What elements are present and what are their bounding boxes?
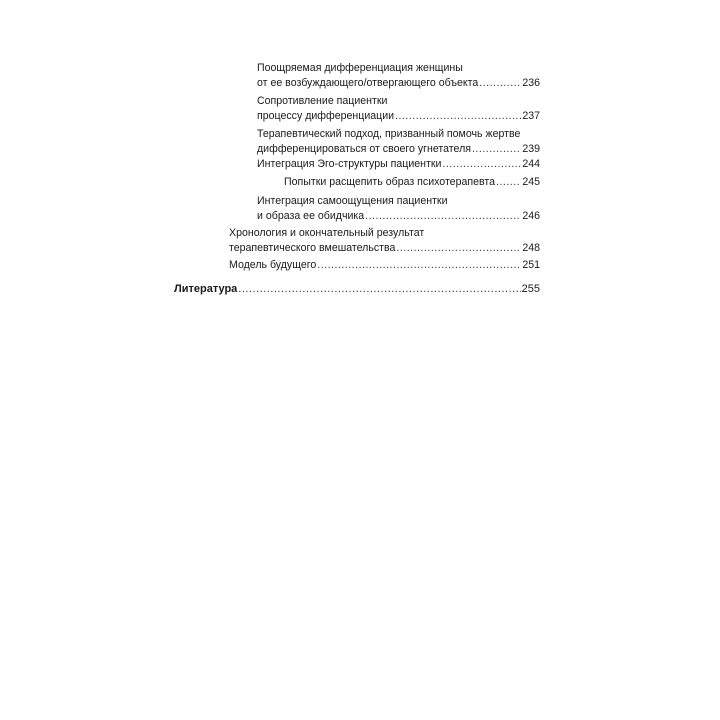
toc-entry-text: Хронология и окончательный результат [229, 227, 425, 239]
dot-leader [238, 282, 520, 297]
toc-entry-text: Литература [174, 283, 238, 295]
toc-entry-text: Терапевтический подход, призванный помочь жертве [257, 128, 521, 140]
toc-entry-literature [174, 282, 540, 297]
toc-entry [257, 61, 540, 91]
dot-leader [496, 175, 521, 190]
toc-page-number: 255 [521, 283, 540, 295]
toc-entry [257, 194, 540, 224]
toc-entry [229, 258, 540, 273]
toc-page-number: 245 [522, 176, 540, 188]
dot-leader [442, 157, 521, 172]
toc-entry [257, 127, 540, 157]
toc-entry-text: от ее возбуждающего/отвергающего объекта [257, 77, 479, 89]
toc-entry [284, 175, 540, 190]
toc-page-number: 246 [522, 210, 540, 222]
dot-leader [479, 76, 521, 91]
toc-entry-text: Попытки расщепить образ психотерапевта [284, 176, 496, 188]
toc-page-number: 244 [522, 158, 540, 170]
dot-leader [472, 142, 521, 157]
dot-leader [395, 109, 521, 124]
toc-entry-text: процессу дифференциации [257, 110, 395, 122]
toc-entry [257, 94, 540, 124]
toc-entry-text: и образа ее обидчика [257, 210, 365, 222]
toc-entry [257, 157, 540, 172]
toc-page-number: 248 [522, 242, 540, 254]
toc-entry-text: терапевтического вмешательства [229, 242, 396, 254]
toc-entry-text: Сопротивление пациентки [257, 95, 388, 107]
toc-entry-text: Интеграция Эго-структуры пациентки [257, 158, 442, 170]
toc-page-number: 236 [522, 77, 540, 89]
toc-entry-text: Поощряемая дифференциация женщины [257, 62, 463, 74]
dot-leader [317, 258, 521, 273]
dot-leader [396, 241, 521, 256]
toc-page-number: 239 [522, 143, 540, 155]
toc-entry-text: Интеграция самоощущения пациентки [257, 195, 448, 207]
toc-page-number: 237 [522, 110, 540, 122]
toc-page-number: 251 [522, 259, 540, 271]
toc-entry [229, 226, 540, 256]
toc-entry-text: дифференцироваться от своего угнетателя [257, 143, 471, 155]
toc-entry-text: Модель будущего [229, 259, 317, 271]
dot-leader [365, 209, 521, 224]
